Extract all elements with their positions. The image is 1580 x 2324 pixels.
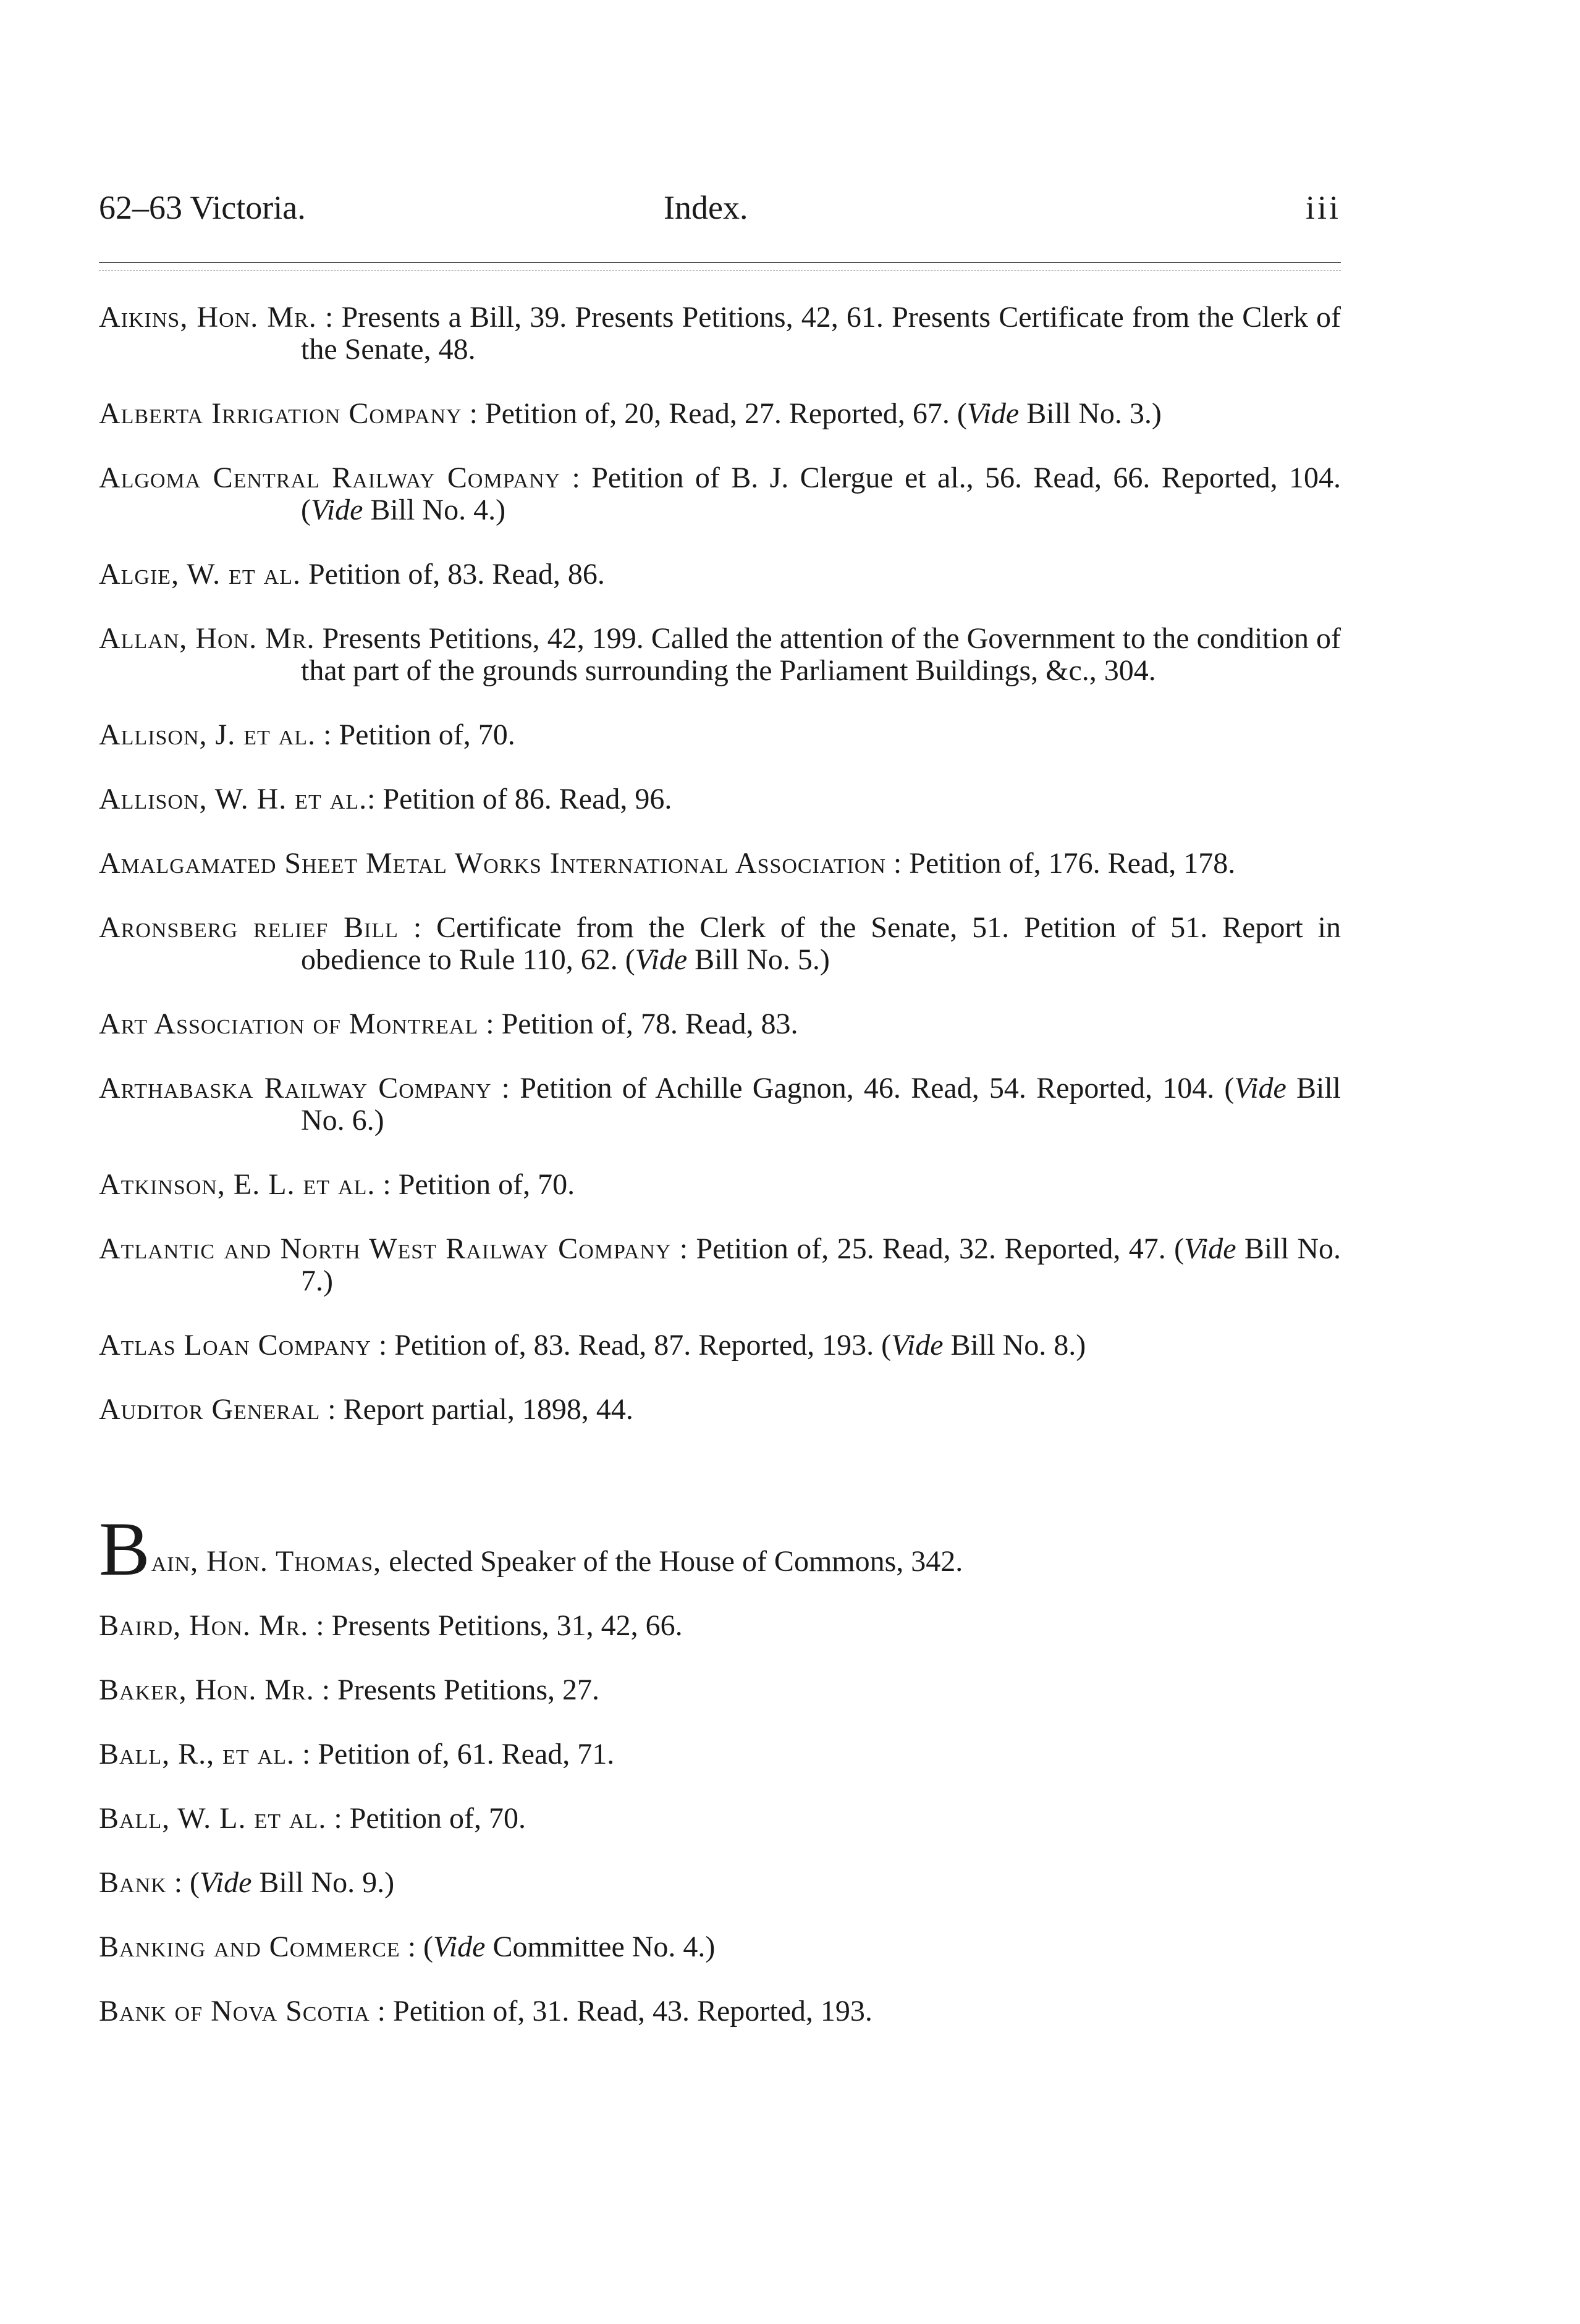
vide-label: Vide <box>1234 1072 1286 1105</box>
entry-heading: Bank of Nova Scotia <box>99 1995 370 2027</box>
entry-text: Petition of, 25. Read, 32. Reported, 47. ( <box>696 1232 1185 1265</box>
entry-heading: Baird, Hon. Mr. <box>99 1609 309 1642</box>
vide-label: Vide <box>966 397 1020 430</box>
entry-text: elected Speaker of the House of Commons, 342. <box>389 1545 963 1578</box>
entry-heading: Arthabaska Railway Company <box>99 1072 492 1105</box>
page-number: iii <box>1305 189 1341 226</box>
entry-text: Petition of, 83. Read, 86. <box>308 558 605 591</box>
entry-text: Petition of 86. Read, 96. <box>382 783 672 815</box>
entry-text: Presents Petitions, 42, 199. Called the attention of the Government to the condition of that part of the grounds surrounding the Parliament Buildings, &c., 304. <box>301 622 1341 687</box>
entry-text: Petition of, 31. Read, 43. Reported, 193. <box>393 1995 872 2027</box>
entry-heading: Banking and Commerce <box>99 1930 400 1963</box>
entry-tail: Bill No. 5.) <box>687 943 830 976</box>
running-header <box>99 183 1341 232</box>
entry-text: Presents Petitions, 27. <box>337 1674 600 1706</box>
entry-heading: Ball, R., et al. <box>99 1738 295 1770</box>
entry-text: Petition of, 70. <box>349 1802 526 1835</box>
index-entry: Art Association of Montreal : Petition of, 78. Read, 83. <box>99 1008 798 1040</box>
index-entry: Ball, W. L. et al. : Petition of, 70. <box>99 1802 526 1835</box>
entry-text: Petition of Achille Gagnon, 46. Read, 54. Reported, 104. ( <box>520 1072 1235 1105</box>
index-entry: Aikins, Hon. Mr. : Presents a Bill, 39. Presents Petitions, 42, 61. Presents Certificate from the Clerk of the Senate, 48. <box>99 301 1341 366</box>
entry-tail: Bill No. 3.) <box>1019 397 1162 430</box>
entry-text: ( <box>423 1930 434 1963</box>
entry-heading: Baker, Hon. Mr. <box>99 1674 315 1706</box>
index-entry: Auditor General : Report partial, 1898, 44. <box>99 1393 633 1426</box>
entry-heading: Allison, W. H. et al. <box>99 783 368 815</box>
entry-heading: Allan, Hon. Mr. <box>99 622 315 655</box>
entry-text: Petition of B. J. Clergue et al., 56. Read, 66. Reported, 104. ( <box>301 461 1341 526</box>
header-rule-dashed <box>99 270 1341 271</box>
index-entry: Algoma Central Railway Company : Petition of B. J. Clergue et al., 56. Read, 66. Reported, 104. (Vide Bill No. 4.) <box>99 461 1341 526</box>
section-break <box>99 1426 1341 1525</box>
entry-tail: Committee No. 4.) <box>485 1930 716 1963</box>
index-entry: Bank of Nova Scotia : Petition of, 31. Read, 43. Reported, 193. <box>99 1995 872 2027</box>
index-entry: Banking and Commerce : (Vide Committee No. 4.) <box>99 1930 716 1963</box>
entry-text: ( <box>190 1866 200 1899</box>
index-entry: Baird, Hon. Mr. : Presents Petitions, 31, 42, 66. <box>99 1609 683 1642</box>
entry-heading: ain, Hon. Thomas, <box>151 1545 382 1578</box>
entry-text: Petition of, 83. Read, 87. Reported, 193. ( <box>394 1329 892 1362</box>
entry-heading: Auditor General <box>99 1393 321 1426</box>
page-title: Index. <box>664 189 748 226</box>
entry-heading: Algoma Central Railway Company <box>99 461 561 494</box>
index-entries <box>99 301 1341 2060</box>
index-entry: Atlantic and North West Railway Company : Petition of, 25. Read, 32. Reported, 47. (Vide Bill No. 7.) <box>99 1232 1341 1297</box>
index-entry: Arthabaska Railway Company : Petition of Achille Gagnon, 46. Read, 54. Reported, 104. (Vide Bill No. 6.) <box>99 1072 1341 1137</box>
vide-label: Vide <box>635 943 688 976</box>
entry-text: Petition of, 78. Read, 83. <box>501 1008 798 1040</box>
entry-heading: Alberta Irrigation Company <box>99 397 462 430</box>
vide-label: Vide <box>433 1930 486 1963</box>
index-entry: Bank : (Vide Bill No. 9.) <box>99 1866 395 1899</box>
index-entry: Allison, W. H. et al.: Petition of 86. Read, 96. <box>99 783 672 815</box>
entry-heading: Atkinson, E. L. et al. <box>99 1168 376 1201</box>
entry-heading: Ball, W. L. et al. <box>99 1802 327 1835</box>
index-entry: Ball, R., et al. : Petition of, 61. Read, 71. <box>99 1738 615 1770</box>
vide-label: Vide <box>1184 1232 1236 1265</box>
entry-tail: Bill No. 9.) <box>251 1866 395 1899</box>
index-entry <box>99 623 1341 687</box>
index-entry: Alberta Irrigation Company : Petition of, 20, Read, 27. Reported, 67. (Vide Bill No. 3.) <box>99 397 1162 430</box>
entry-heading: Atlas Loan Company <box>99 1329 371 1362</box>
entry-text: Petition of, 176. Read, 178. <box>909 847 1236 880</box>
index-entry: Atkinson, E. L. et al. : Petition of, 70. <box>99 1168 575 1201</box>
index-entry: Amalgamated Sheet Metal Works International Association : Petition of, 176. Read, 178. <box>99 847 1236 880</box>
entry-text: Petition of, 61. Read, 71. <box>318 1738 615 1770</box>
index-entry: Allison, J. et al. : Petition of, 70. <box>99 718 515 751</box>
entry-text: Report partial, 1898, 44. <box>343 1393 633 1426</box>
index-entry: Aronsberg relief Bill : Certificate from the Clerk of the Senate, 51. Petition of 51. Report in obedience to Rule 110, 62. (Vide Bill No. 5.) <box>99 911 1341 976</box>
vide-label: Vide <box>891 1329 944 1362</box>
entry-heading: Algie, W. et al. <box>99 558 301 591</box>
vide-label: Vide <box>310 494 363 526</box>
entry-heading: Amalgamated Sheet Metal Works International Association <box>99 847 886 880</box>
entry-tail: Bill No. 6.) <box>301 1072 1341 1137</box>
section-dropcap: B <box>99 1507 150 1591</box>
entry-heading: Bank <box>99 1866 167 1899</box>
entry-heading: Aronsberg relief Bill <box>99 911 399 944</box>
entry-text: Presents a Bill, 39. Presents Petitions, 42, 61. Presents Certificate from the Clerk of the Senate, 48. <box>301 301 1341 366</box>
entry-text: Petition of, 70. <box>398 1168 575 1201</box>
index-entry <box>99 558 1341 591</box>
entry-tail: Bill No. 4.) <box>363 494 506 526</box>
index-entry: Atlas Loan Company : Petition of, 83. Read, 87. Reported, 193. (Vide Bill No. 8.) <box>99 1329 1086 1362</box>
index-entry: Baker, Hon. Mr. : Presents Petitions, 27. <box>99 1674 600 1706</box>
entry-heading: Allison, J. et al. <box>99 718 316 751</box>
entry-text: Certificate from the Clerk of the Senate, 51. Petition of 51. Report in obedience to Rule 110, 62. ( <box>301 911 1341 976</box>
entry-text: Presents Petitions, 31, 42, 66. <box>331 1609 683 1642</box>
entry-tail: Bill No. 8.) <box>943 1329 1086 1362</box>
entry-tail: Bill No. 7.) <box>301 1232 1341 1297</box>
entry-text: Petition of, 70. <box>339 718 515 751</box>
entry-heading: Art Association of Montreal <box>99 1008 479 1040</box>
entry-heading: Atlantic and North West Railway Company <box>99 1232 672 1265</box>
volume-label: 62–63 Victoria. <box>99 189 306 226</box>
entry-heading: Aikins, Hon. Mr. <box>99 301 317 334</box>
vide-label: Vide <box>200 1866 252 1899</box>
header-rule <box>99 262 1341 263</box>
entry-text: Petition of, 20, Read, 27. Reported, 67. ( <box>484 397 967 430</box>
index-entry <box>99 1507 1341 1591</box>
